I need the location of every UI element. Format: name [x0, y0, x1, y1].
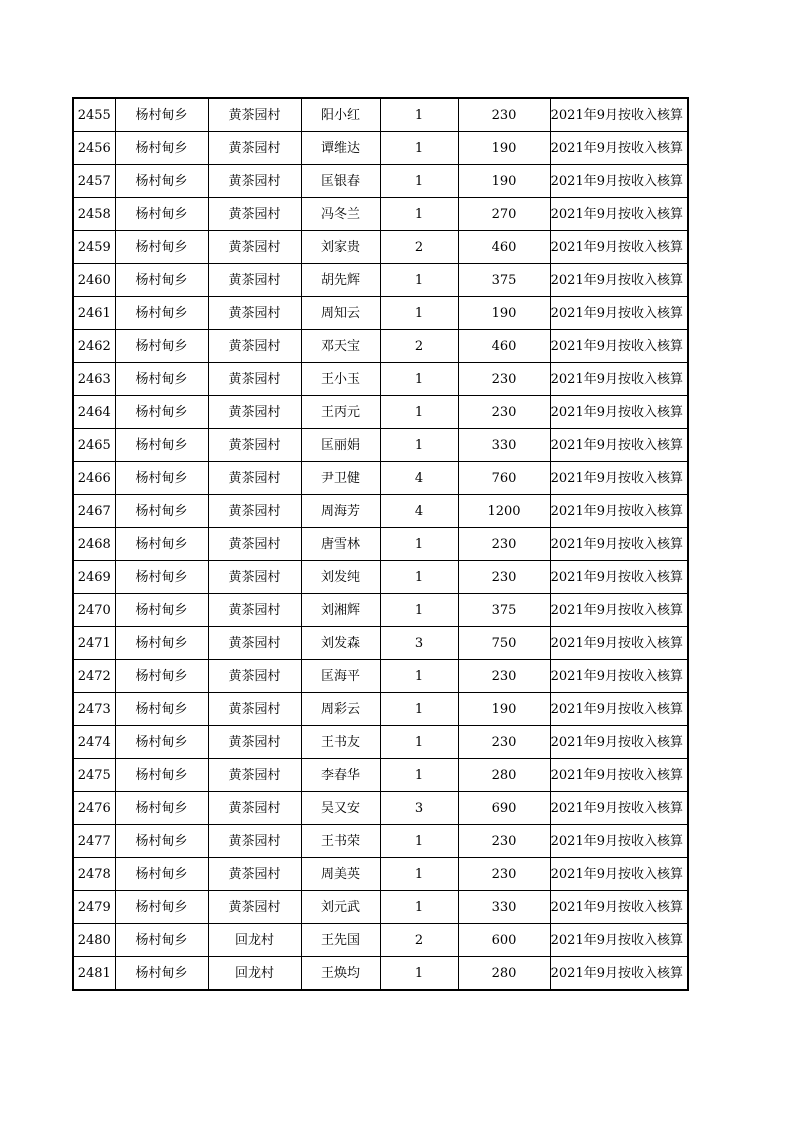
amount-cell: 600	[458, 924, 550, 957]
household-size-cell: 1	[380, 429, 458, 462]
remark-cell: 2021年9月按收入核算	[550, 462, 688, 495]
amount-cell: 270	[458, 198, 550, 231]
name-cell: 阳小红	[301, 98, 380, 132]
table-row	[73, 759, 688, 792]
amount-cell: 230	[458, 528, 550, 561]
table-row	[73, 660, 688, 693]
village-cell: 黄茶园村	[208, 98, 301, 132]
household-size-cell: 4	[380, 495, 458, 528]
name-cell: 匡海平	[301, 660, 380, 693]
remark-cell: 2021年9月按收入核算	[550, 957, 688, 991]
row-number-cell: 2466	[73, 462, 115, 495]
household-size-cell: 3	[380, 792, 458, 825]
township-cell: 杨村甸乡	[115, 792, 208, 825]
village-cell: 黄茶园村	[208, 759, 301, 792]
table-row	[73, 528, 688, 561]
row-number-cell: 2459	[73, 231, 115, 264]
name-cell: 胡先辉	[301, 264, 380, 297]
village-cell: 黄茶园村	[208, 429, 301, 462]
remark-cell: 2021年9月按收入核算	[550, 759, 688, 792]
amount-cell: 460	[458, 231, 550, 264]
row-number-cell: 2479	[73, 891, 115, 924]
village-cell: 黄茶园村	[208, 858, 301, 891]
township-cell: 杨村甸乡	[115, 396, 208, 429]
name-cell: 王焕均	[301, 957, 380, 991]
household-size-cell: 1	[380, 891, 458, 924]
township-cell: 杨村甸乡	[115, 924, 208, 957]
village-cell: 黄茶园村	[208, 825, 301, 858]
name-cell: 尹卫健	[301, 462, 380, 495]
name-cell: 刘发纯	[301, 561, 380, 594]
village-cell: 黄茶园村	[208, 297, 301, 330]
village-cell: 黄茶园村	[208, 330, 301, 363]
household-size-cell: 1	[380, 297, 458, 330]
township-cell: 杨村甸乡	[115, 759, 208, 792]
amount-cell: 230	[458, 561, 550, 594]
village-cell: 黄茶园村	[208, 726, 301, 759]
village-cell: 回龙村	[208, 957, 301, 991]
village-cell: 黄茶园村	[208, 660, 301, 693]
row-number-cell: 2474	[73, 726, 115, 759]
name-cell: 刘元武	[301, 891, 380, 924]
amount-cell: 190	[458, 693, 550, 726]
household-size-cell: 1	[380, 165, 458, 198]
name-cell: 刘家贵	[301, 231, 380, 264]
village-cell: 黄茶园村	[208, 891, 301, 924]
remark-cell: 2021年9月按收入核算	[550, 132, 688, 165]
remark-cell: 2021年9月按收入核算	[550, 594, 688, 627]
amount-cell: 230	[458, 98, 550, 132]
household-size-cell: 1	[380, 594, 458, 627]
remark-cell: 2021年9月按收入核算	[550, 825, 688, 858]
row-number-cell: 2460	[73, 264, 115, 297]
name-cell: 李春华	[301, 759, 380, 792]
village-cell: 黄茶园村	[208, 231, 301, 264]
row-number-cell: 2463	[73, 363, 115, 396]
township-cell: 杨村甸乡	[115, 363, 208, 396]
household-size-cell: 2	[380, 924, 458, 957]
household-size-cell: 1	[380, 858, 458, 891]
name-cell: 唐雪林	[301, 528, 380, 561]
amount-cell: 760	[458, 462, 550, 495]
amount-cell: 1200	[458, 495, 550, 528]
household-size-cell: 1	[380, 363, 458, 396]
household-size-cell: 1	[380, 957, 458, 991]
name-cell: 王小玉	[301, 363, 380, 396]
remark-cell: 2021年9月按收入核算	[550, 264, 688, 297]
table-row	[73, 858, 688, 891]
table-row	[73, 165, 688, 198]
row-number-cell: 2462	[73, 330, 115, 363]
table-row	[73, 363, 688, 396]
table-row	[73, 891, 688, 924]
remark-cell: 2021年9月按收入核算	[550, 528, 688, 561]
household-size-cell: 1	[380, 561, 458, 594]
amount-cell: 230	[458, 858, 550, 891]
row-number-cell: 2468	[73, 528, 115, 561]
remark-cell: 2021年9月按收入核算	[550, 858, 688, 891]
row-number-cell: 2467	[73, 495, 115, 528]
remark-cell: 2021年9月按收入核算	[550, 693, 688, 726]
township-cell: 杨村甸乡	[115, 495, 208, 528]
village-cell: 黄茶园村	[208, 462, 301, 495]
table-row	[73, 396, 688, 429]
data-table	[72, 97, 689, 991]
name-cell: 王先国	[301, 924, 380, 957]
township-cell: 杨村甸乡	[115, 132, 208, 165]
row-number-cell: 2455	[73, 98, 115, 132]
row-number-cell: 2458	[73, 198, 115, 231]
township-cell: 杨村甸乡	[115, 330, 208, 363]
table-row	[73, 792, 688, 825]
table-row	[73, 825, 688, 858]
name-cell: 冯冬兰	[301, 198, 380, 231]
township-cell: 杨村甸乡	[115, 528, 208, 561]
row-number-cell: 2473	[73, 693, 115, 726]
row-number-cell: 2457	[73, 165, 115, 198]
village-cell: 黄茶园村	[208, 165, 301, 198]
row-number-cell: 2472	[73, 660, 115, 693]
remark-cell: 2021年9月按收入核算	[550, 924, 688, 957]
table-row	[73, 98, 688, 132]
amount-cell: 190	[458, 297, 550, 330]
village-cell: 黄茶园村	[208, 627, 301, 660]
name-cell: 匡银春	[301, 165, 380, 198]
amount-cell: 375	[458, 264, 550, 297]
township-cell: 杨村甸乡	[115, 726, 208, 759]
remark-cell: 2021年9月按收入核算	[550, 627, 688, 660]
township-cell: 杨村甸乡	[115, 264, 208, 297]
remark-cell: 2021年9月按收入核算	[550, 792, 688, 825]
township-cell: 杨村甸乡	[115, 561, 208, 594]
remark-cell: 2021年9月按收入核算	[550, 495, 688, 528]
table-row	[73, 264, 688, 297]
name-cell: 吴又安	[301, 792, 380, 825]
amount-cell: 460	[458, 330, 550, 363]
table-row	[73, 297, 688, 330]
amount-cell: 690	[458, 792, 550, 825]
table-row	[73, 726, 688, 759]
row-number-cell: 2475	[73, 759, 115, 792]
remark-cell: 2021年9月按收入核算	[550, 891, 688, 924]
village-cell: 黄茶园村	[208, 561, 301, 594]
row-number-cell: 2461	[73, 297, 115, 330]
township-cell: 杨村甸乡	[115, 165, 208, 198]
table-row	[73, 429, 688, 462]
table-row	[73, 693, 688, 726]
remark-cell: 2021年9月按收入核算	[550, 363, 688, 396]
table-row	[73, 198, 688, 231]
township-cell: 杨村甸乡	[115, 198, 208, 231]
household-size-cell: 1	[380, 693, 458, 726]
table-row	[73, 594, 688, 627]
remark-cell: 2021年9月按收入核算	[550, 726, 688, 759]
household-size-cell: 1	[380, 132, 458, 165]
household-size-cell: 1	[380, 660, 458, 693]
amount-cell: 330	[458, 891, 550, 924]
amount-cell: 230	[458, 363, 550, 396]
amount-cell: 230	[458, 660, 550, 693]
township-cell: 杨村甸乡	[115, 627, 208, 660]
amount-cell: 330	[458, 429, 550, 462]
name-cell: 周知云	[301, 297, 380, 330]
household-size-cell: 1	[380, 825, 458, 858]
name-cell: 刘湘辉	[301, 594, 380, 627]
household-size-cell: 1	[380, 759, 458, 792]
household-size-cell: 1	[380, 396, 458, 429]
table-row	[73, 957, 688, 991]
township-cell: 杨村甸乡	[115, 429, 208, 462]
amount-cell: 230	[458, 726, 550, 759]
row-number-cell: 2465	[73, 429, 115, 462]
township-cell: 杨村甸乡	[115, 957, 208, 991]
name-cell: 王书荣	[301, 825, 380, 858]
name-cell: 周彩云	[301, 693, 380, 726]
name-cell: 王丙元	[301, 396, 380, 429]
amount-cell: 230	[458, 396, 550, 429]
household-size-cell: 1	[380, 264, 458, 297]
village-cell: 黄茶园村	[208, 396, 301, 429]
name-cell: 刘发森	[301, 627, 380, 660]
table-row	[73, 330, 688, 363]
row-number-cell: 2477	[73, 825, 115, 858]
table-row	[73, 462, 688, 495]
remark-cell: 2021年9月按收入核算	[550, 429, 688, 462]
table-row	[73, 924, 688, 957]
row-number-cell: 2469	[73, 561, 115, 594]
amount-cell: 190	[458, 165, 550, 198]
remark-cell: 2021年9月按收入核算	[550, 561, 688, 594]
row-number-cell: 2478	[73, 858, 115, 891]
table-row	[73, 132, 688, 165]
township-cell: 杨村甸乡	[115, 98, 208, 132]
village-cell: 黄茶园村	[208, 693, 301, 726]
township-cell: 杨村甸乡	[115, 693, 208, 726]
household-size-cell: 4	[380, 462, 458, 495]
name-cell: 谭维达	[301, 132, 380, 165]
village-cell: 黄茶园村	[208, 495, 301, 528]
row-number-cell: 2476	[73, 792, 115, 825]
remark-cell: 2021年9月按收入核算	[550, 297, 688, 330]
name-cell: 匡丽娟	[301, 429, 380, 462]
row-number-cell: 2464	[73, 396, 115, 429]
village-cell: 黄茶园村	[208, 594, 301, 627]
name-cell: 周美英	[301, 858, 380, 891]
row-number-cell: 2470	[73, 594, 115, 627]
village-cell: 回龙村	[208, 924, 301, 957]
household-size-cell: 1	[380, 528, 458, 561]
amount-cell: 230	[458, 825, 550, 858]
name-cell: 邓天宝	[301, 330, 380, 363]
household-size-cell: 1	[380, 198, 458, 231]
name-cell: 王书友	[301, 726, 380, 759]
remark-cell: 2021年9月按收入核算	[550, 660, 688, 693]
table-row	[73, 561, 688, 594]
row-number-cell: 2480	[73, 924, 115, 957]
amount-cell: 280	[458, 759, 550, 792]
township-cell: 杨村甸乡	[115, 891, 208, 924]
row-number-cell: 2471	[73, 627, 115, 660]
remark-cell: 2021年9月按收入核算	[550, 231, 688, 264]
row-number-cell: 2456	[73, 132, 115, 165]
village-cell: 黄茶园村	[208, 198, 301, 231]
remark-cell: 2021年9月按收入核算	[550, 330, 688, 363]
household-size-cell: 2	[380, 231, 458, 264]
remark-cell: 2021年9月按收入核算	[550, 198, 688, 231]
township-cell: 杨村甸乡	[115, 660, 208, 693]
remark-cell: 2021年9月按收入核算	[550, 98, 688, 132]
name-cell: 周海芳	[301, 495, 380, 528]
amount-cell: 750	[458, 627, 550, 660]
village-cell: 黄茶园村	[208, 363, 301, 396]
amount-cell: 280	[458, 957, 550, 991]
village-cell: 黄茶园村	[208, 132, 301, 165]
table-row	[73, 231, 688, 264]
township-cell: 杨村甸乡	[115, 858, 208, 891]
amount-cell: 190	[458, 132, 550, 165]
township-cell: 杨村甸乡	[115, 825, 208, 858]
remark-cell: 2021年9月按收入核算	[550, 165, 688, 198]
table-body	[73, 98, 688, 990]
household-size-cell: 3	[380, 627, 458, 660]
table-row	[73, 495, 688, 528]
remark-cell: 2021年9月按收入核算	[550, 396, 688, 429]
row-number-cell: 2481	[73, 957, 115, 991]
township-cell: 杨村甸乡	[115, 462, 208, 495]
household-size-cell: 1	[380, 726, 458, 759]
township-cell: 杨村甸乡	[115, 594, 208, 627]
village-cell: 黄茶园村	[208, 792, 301, 825]
amount-cell: 375	[458, 594, 550, 627]
township-cell: 杨村甸乡	[115, 231, 208, 264]
household-size-cell: 2	[380, 330, 458, 363]
household-size-cell: 1	[380, 98, 458, 132]
village-cell: 黄茶园村	[208, 264, 301, 297]
village-cell: 黄茶园村	[208, 528, 301, 561]
township-cell: 杨村甸乡	[115, 297, 208, 330]
table-row	[73, 627, 688, 660]
